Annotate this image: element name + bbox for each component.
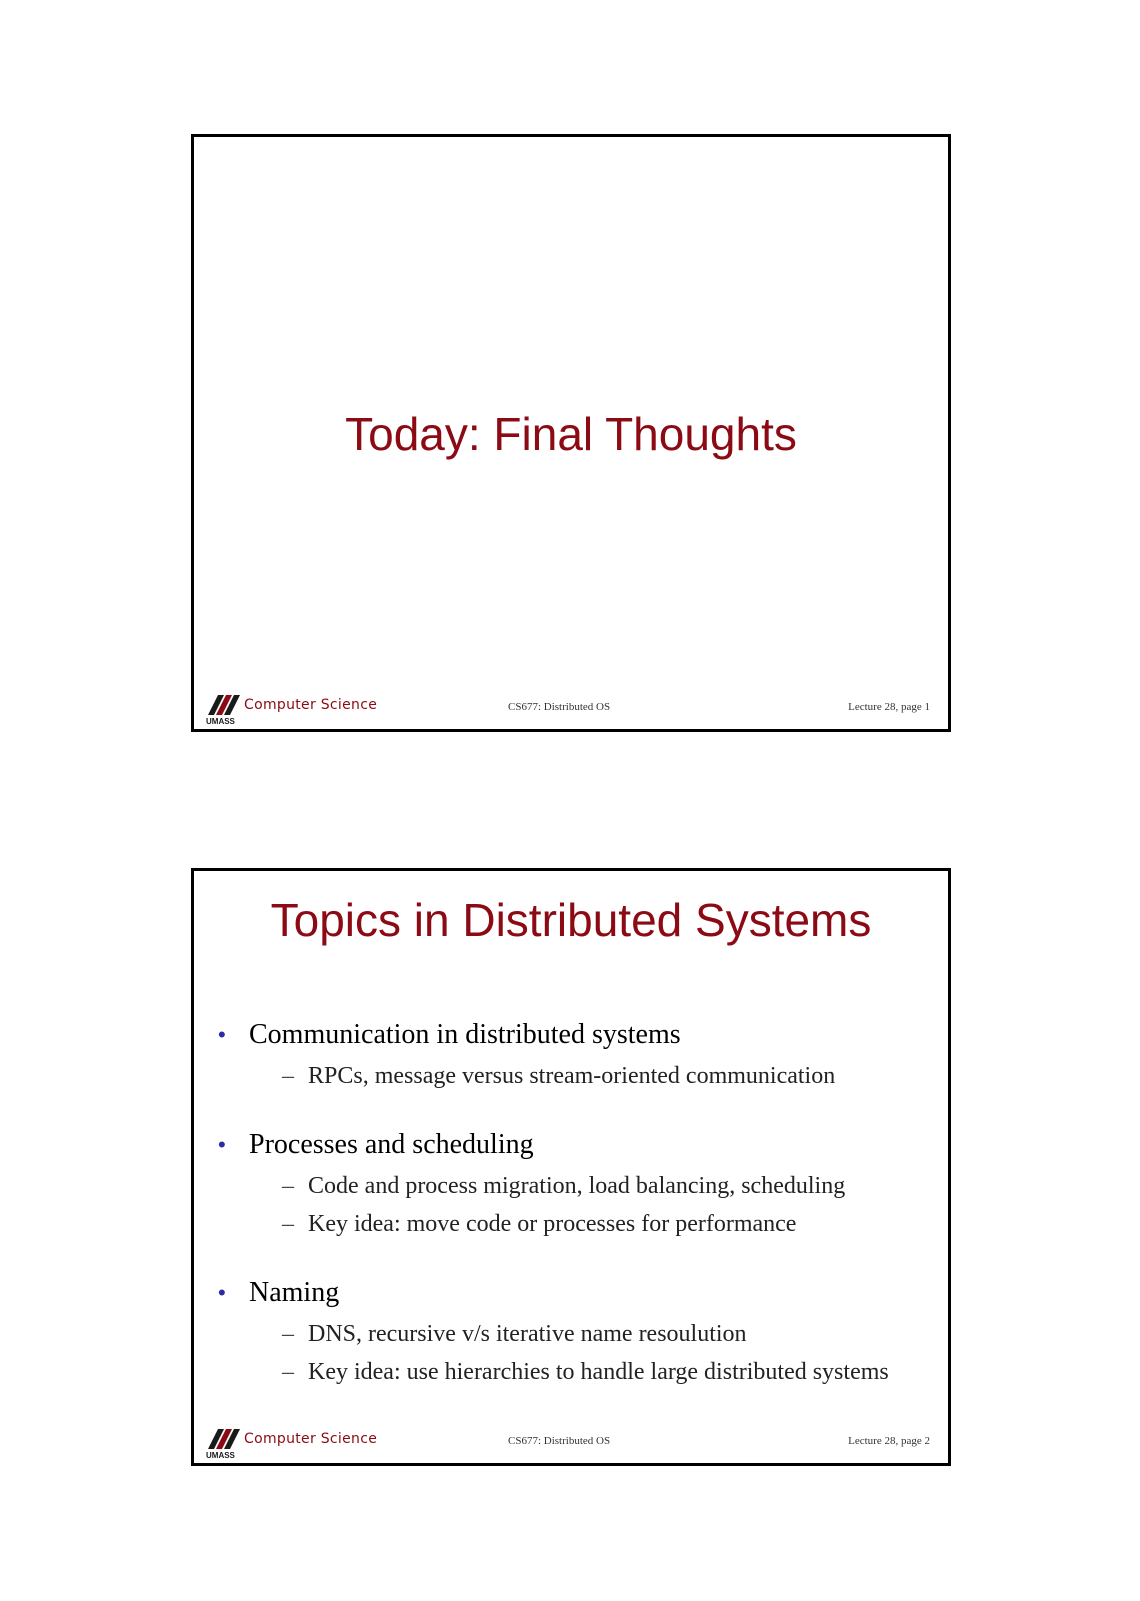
sub-item-text: Key idea: move code or processes for performance xyxy=(308,1211,797,1237)
bullet-icon: • xyxy=(218,1132,226,1157)
slide-title: Today: Final Thoughts xyxy=(345,408,797,460)
bullet-text: Communication in distributed systems xyxy=(249,1019,681,1050)
umass-logo-icon xyxy=(204,691,244,725)
sub-list xyxy=(249,1057,938,1095)
logo-text: UMASS xyxy=(206,1451,235,1459)
sub-item xyxy=(282,1167,938,1205)
sub-item xyxy=(282,1057,938,1095)
sub-item xyxy=(282,1315,938,1353)
dash-icon: – xyxy=(282,1173,294,1199)
dash-icon: – xyxy=(282,1211,294,1237)
course-label: CS677: Distributed OS xyxy=(508,1435,611,1447)
bullet-text: Naming xyxy=(249,1277,340,1308)
bullet-icon: • xyxy=(218,1022,226,1047)
sub-item-text: Code and process migration, load balancing, scheduling xyxy=(308,1173,846,1199)
page-label: Lecture 28, page 2 xyxy=(848,1435,930,1447)
sub-list xyxy=(249,1167,938,1243)
bullet-list xyxy=(216,1019,938,1425)
dash-icon: – xyxy=(282,1359,294,1385)
page-label: Lecture 28, page 1 xyxy=(848,701,930,713)
slide-footer xyxy=(194,1425,948,1459)
department-label: Computer Science xyxy=(244,1431,378,1447)
bullet-text: Processes and scheduling xyxy=(249,1129,534,1160)
sub-item-text: DNS, recursive v/s iterative name resoulution xyxy=(308,1321,747,1347)
logo-text: UMASS xyxy=(206,717,235,725)
bullet-icon: • xyxy=(218,1280,226,1305)
bullet-item xyxy=(216,1129,938,1243)
sub-item xyxy=(282,1353,938,1391)
slide-2 xyxy=(191,868,951,1466)
umass-logo-icon xyxy=(204,1425,244,1459)
sub-list xyxy=(249,1315,938,1391)
department-label: Computer Science xyxy=(244,697,378,713)
course-label: CS677: Distributed OS xyxy=(508,701,611,713)
slide-title: Topics in Distributed Systems xyxy=(270,894,872,946)
sub-item-text: Key idea: use hierarchies to handle large distributed systems xyxy=(308,1359,889,1385)
sub-item xyxy=(282,1205,938,1243)
dash-icon: – xyxy=(282,1063,294,1089)
bullet-item xyxy=(216,1019,938,1095)
slide-footer xyxy=(194,691,948,725)
slide-1 xyxy=(191,134,951,732)
sub-item-text: RPCs, message versus stream-oriented communication xyxy=(308,1063,836,1089)
bullet-item xyxy=(216,1277,938,1391)
dash-icon: – xyxy=(282,1321,294,1347)
